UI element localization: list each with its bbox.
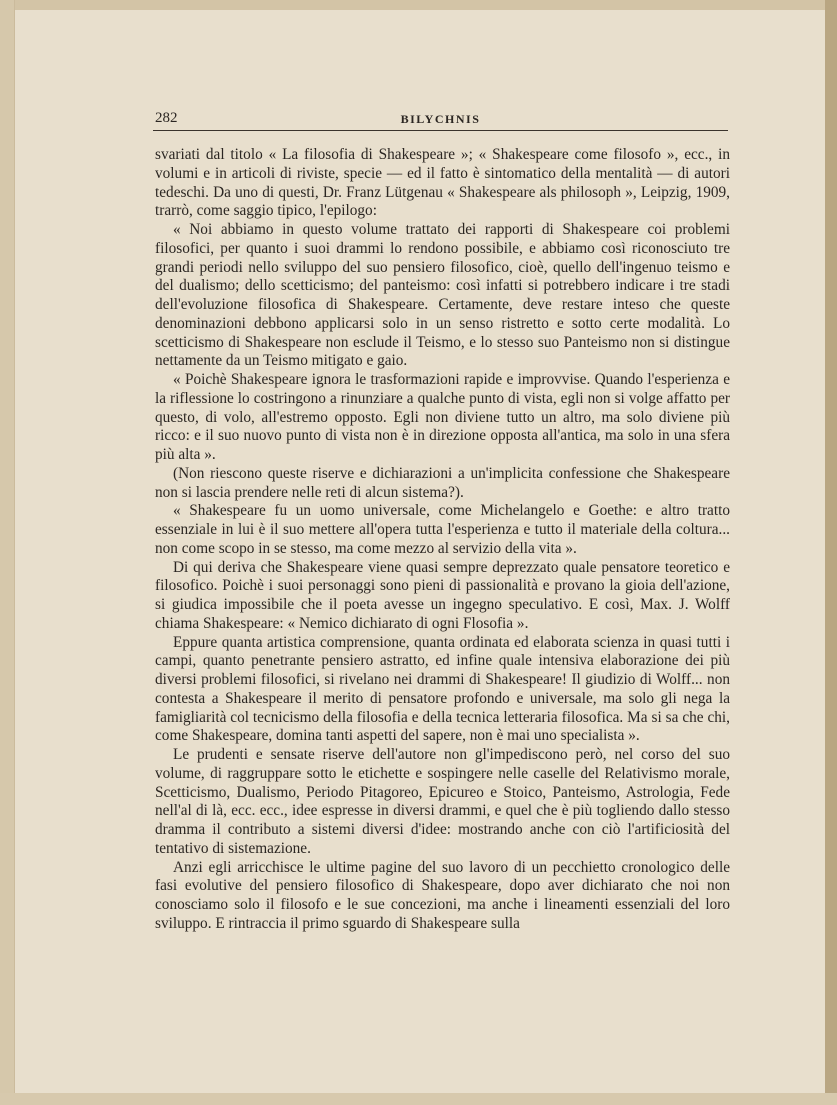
- page-right-edge: [825, 0, 837, 1105]
- page-bottom-edge: [0, 1093, 837, 1105]
- paragraph: « Noi abbiamo in questo volume trattato dei rapporti di Shakespeare coi problemi filosofici, per quanto i suoi drammi lo rendono possibile, e abbiamo così riconosciuto tre grandi periodi nello sviluppo del suo pensiero filosofico, cioè, quello dell'ingenuo teismo e del dualismo; dello scetticismo; del panteismo: così infatti si potrebbero indicare i tre stadi dell'evoluzione filosofica di Shakespeare. Certamente, deve restare inteso che queste denominazioni debbono applicarsi solo in un senso ristretto e sotto certe modalità. Lo scetticismo di Shakespeare non esclude il Teismo, e lo stesso suo Panteismo non si distingue nettamente da un Teismo mitigato e gaio.: [155, 221, 730, 370]
- paragraph: Anzi egli arricchisce le ultime pagine del suo lavoro di un pecchietto cronologico delle fasi evolutive del pensiero filosofico di Shakespeare, dopo aver dichiarato che noi non conosciamo solo il filosofo e le sue concezioni, ma anche i lineamenti essenziali del loro sviluppo. E rintraccia il primo sguardo di Shakespeare sulla: [155, 858, 730, 932]
- page-number: 282: [155, 110, 178, 126]
- paragraph: Di qui deriva che Shakespeare viene quasi sempre deprezzato quale pensatore teoretico e filosofico. Poichè i suoi personaggi sono pieni di passionalità e provano la gioia dell'azione, si giudica impossibile che il poeta avesse un ingegno speculativo. E così, Max. J. Wolff chiama Shakespeare: « Nemico dichiarato di ogni Flosofia ».: [155, 558, 730, 632]
- paragraph: (Non riescono queste riserve e dichiarazioni a un'implicita confessione che Shakespeare non si lascia prendere nelle reti di alcun sistema?).: [155, 464, 730, 501]
- paragraph: « Shakespeare fu un uomo universale, come Michelangelo e Goethe: e altro tratto essenziale in lui è il suo mettere all'opera tutta l'esperienza e tutto il materiale della coltura... non come scopo in se stesso, ma come mezzo al servizio della vita ».: [155, 502, 730, 557]
- paragraph: Le prudenti e sensate riserve dell'autore non gl'impediscono però, nel corso del suo volume, di raggruppare sotto le etichette e sospingere nelle caselle del Relativismo morale, Scetticismo, Dualismo, Periodo Pitagoreo, Epicureo e Stoico, Panteismo, Astrologia, Fede nell'al di là, ecc. ecc., idee espresse in diversi drammi, e quel che è più togliendo dallo stesso dramma il contributo a sistemi diversi d'idee: mostrando anche con ciò l'artificiosità del tentativo di sistemazione.: [155, 746, 730, 857]
- paragraph: « Poichè Shakespeare ignora le trasformazioni rapide e improvvise. Quando l'esperienza e la riflessione lo costringono a rinunziare a qualche punto di vista, egli non si volge affatto per questo, di volo, all'estremo opposto. Egli non diviene tutto un altro, ma solo diviene più ricco: e il suo nuovo punto di vista non è in direzione opposta all'antica, ma solo in una sfera più alta ».: [155, 371, 730, 463]
- body-text: [155, 146, 730, 934]
- paragraph: svariati dal titolo « La filosofia di Shakespeare »; « Shakespeare come filosofo », ecc., in volumi e in articoli di riviste, specie — ed il fatto è sintomatico della mentalità — di autori tedeschi. Da uno di questi, Dr. Franz Lütgenau « Shakespeare als philosoph », Leipzig, 1909, trarrò, come saggio tipico, l'epilogo:: [155, 146, 730, 220]
- running-title: BILYCHNIS: [400, 112, 481, 126]
- page-top-edge: [0, 0, 837, 10]
- paragraph: Eppure quanta artistica comprensione, quanta ordinata ed elaborata scienza in quasi tutti i campi, quanto penetrante pensiero astratto, ed infine quale intensiva elaborazione dei più diversi problemi filosofici, si rivelano nei drammi di Shakespeare! Il giudizio di Wolff... non contesta a Shakespeare il merito di pensatore profondo e universale, ma solo gli nega la famigliarità col tecnicismo della filosofia e della tecnica letteraria filosofica. Ma si sa che chi, come Shakespeare, domina tanti aspetti del sapere, non è mai uno specialista ».: [155, 633, 730, 745]
- page-header: [153, 110, 728, 131]
- page-binding-edge: [0, 0, 15, 1105]
